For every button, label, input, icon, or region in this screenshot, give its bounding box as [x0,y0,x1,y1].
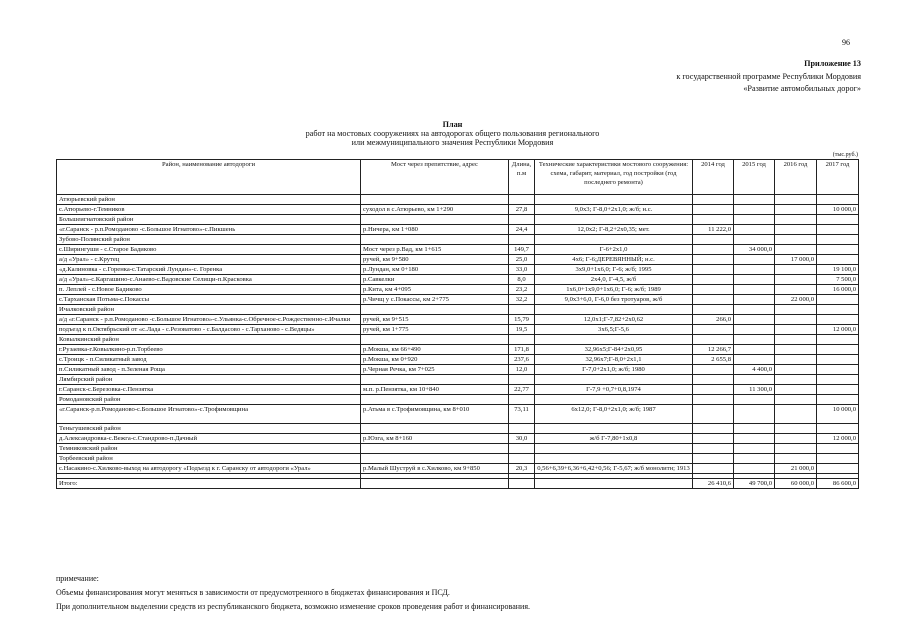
cell-specs: 1х6,0+1х9,0+1х6,0; Г-6; ж/б; 1989 [535,285,693,295]
cell-y2015 [734,225,775,235]
table-row [57,285,859,295]
table-row [57,434,859,444]
cell-y2015 [734,205,775,215]
cell-y2017: 7 500,0 [817,275,859,285]
cell-road: а/д «Урал»-с.Каргашино-с.Анаево-с.Вадовские Селищи-п.Красковка [57,275,361,285]
table-row [57,265,859,275]
cell-y2016 [775,285,817,295]
cell-bridge: р.Мокша, км 66+490 [361,345,509,355]
cell-y2017: 10 000,0 [817,205,859,215]
table-total-row [57,479,859,489]
cell-y2016 [775,225,817,235]
table-cell [509,195,535,205]
cell-length: 24,4 [509,225,535,235]
district-name: Ромодановский район [57,395,361,405]
table-cell [509,335,535,345]
cell-specs: 3х6,5;Г-5,6 [535,325,693,335]
cell-bridge: м.п. р.Пензятка, км 10+840 [361,385,509,395]
cell-bridge: р.Лундан, км 0+180 [361,265,509,275]
table-row [57,345,859,355]
table-cell [734,305,775,315]
table-cell [775,444,817,454]
cell-y2016 [775,345,817,355]
cell-y2014 [693,325,734,335]
district-name: Теньгушевский район [57,424,361,434]
table-cell [775,215,817,225]
table-district-row [57,335,859,345]
cell-specs: 32,96х7;Г-8,0+2х1,1 [535,355,693,365]
table-cell [361,195,509,205]
table-district-row [57,195,859,205]
table-cell [775,395,817,405]
cell-y2015: 34 000,0 [734,245,775,255]
table-cell [509,395,535,405]
title-main: План [442,120,463,129]
table-row [57,295,859,305]
header-2014: 2014 год [693,160,734,195]
table-cell [734,444,775,454]
table-cell [693,215,734,225]
cell-length: 8,0 [509,275,535,285]
cell-y2017: 16 000,0 [817,285,859,295]
cell-specs: 9,0х3; Г-8,0+2х1,0; ж/б; н.с. [535,205,693,215]
cell-length: 15,79 [509,315,535,325]
table-row [57,385,859,395]
table-cell [817,454,859,464]
table-header-row [57,160,859,195]
cell-y2016 [775,405,817,424]
table-cell [361,424,509,434]
cell-y2014 [693,285,734,295]
cell-y2015 [734,285,775,295]
cell-length: 22,77 [509,385,535,395]
table-cell [734,454,775,464]
table-cell [693,335,734,345]
cell-y2014 [693,205,734,215]
header-road: Район, наименование автодороги [57,160,361,195]
cell-bridge: р.Юзга, км 8+160 [361,434,509,444]
table-row [57,315,859,325]
cell-y2016 [775,315,817,325]
table-cell [693,395,734,405]
cell-bridge: ручей, км 1+775 [361,325,509,335]
table-cell [361,454,509,464]
notes-line-2: При дополнительном выделении средств из республиканского бюджета, возможно изменение сроков проведения работ и финансирования. [56,602,531,611]
cell-y2016 [775,355,817,365]
table-row [57,355,859,365]
plan-table [56,159,859,489]
table-cell [535,444,693,454]
cell-y2016: 21 000,0 [775,464,817,474]
cell-y2015 [734,275,775,285]
cell-y2017: 19 100,0 [817,265,859,275]
cell-specs: Г-6+2х1,0 [535,245,693,255]
cell-length: 33,0 [509,265,535,275]
table-cell [693,454,734,464]
table-cell [361,444,509,454]
cell-road: г.Саранск-с.Березовка-с.Пензятка [57,385,361,395]
cell-specs: Г-7,9 +0,7+0,8,1974 [535,385,693,395]
appendix-line-2: «Развитие автомобильных дорог» [743,84,861,93]
header-length: Длина, п.м [509,160,535,195]
table-cell [509,235,535,245]
cell-bridge: р.Ничера, км 1+080 [361,225,509,235]
cell-y2015 [734,315,775,325]
cell-length: 12,0 [509,365,535,375]
district-name: Темниковский район [57,444,361,454]
cell-length: 23,2 [509,285,535,295]
district-name: Лямбирский район [57,375,361,385]
table-cell [817,375,859,385]
table-cell [817,195,859,205]
table-cell [509,375,535,385]
table-cell [817,444,859,454]
cell-specs: 12,0х2; Г-8,2+2х0,35; мет. [535,225,693,235]
document-title [0,120,905,147]
cell-specs: ж/б Г-7,80+1х0,8 [535,434,693,444]
notes-heading: примечание: [56,574,99,583]
cell-specs [535,479,693,489]
cell-y2017: 12 000,0 [817,325,859,335]
table-cell [693,424,734,434]
cell-length: 171,8 [509,345,535,355]
cell-y2016 [775,245,817,255]
cell-y2014: 26 410,6 [693,479,734,489]
table-cell [734,375,775,385]
cell-bridge: ручей, км 9+515 [361,315,509,325]
table-cell [734,215,775,225]
header-2015: 2015 год [734,160,775,195]
table-cell [509,305,535,315]
table-cell [775,375,817,385]
cell-specs: 9,0х3+6,0, Г-6,0 без тротуаров, ж/б [535,295,693,305]
cell-y2017: 12 000,0 [817,434,859,444]
table-cell [775,454,817,464]
table-cell [361,335,509,345]
cell-length: 237,6 [509,355,535,365]
cell-road: «д.Калиновка - с.Горенка-с.Татарский Лундан»-с. Горенка [57,265,361,275]
cell-road: «г.Саранск - р.п.Ромоданово -с.Большое Игнатово»-с.Пикшень [57,225,361,235]
cell-y2015: 4 400,0 [734,365,775,375]
cell-road: с.Троицк - п.Силикатный завод [57,355,361,365]
cell-y2014 [693,434,734,444]
notes-line-1: Объемы финансирования могут меняться в зависимости от предусмотренного в бюджетах финансирования и ПСД. [56,588,450,597]
table-cell [817,305,859,315]
table-cell [361,235,509,245]
cell-y2015 [734,255,775,265]
cell-y2016 [775,365,817,375]
cell-y2016 [775,434,817,444]
cell-bridge: р.Савкелки [361,275,509,285]
cell-y2017: 86 600,0 [817,479,859,489]
cell-y2014 [693,265,734,275]
cell-specs: 32,96х5;Г-84+2х0,95 [535,345,693,355]
cell-y2016: 60 000,0 [775,479,817,489]
cell-y2017 [817,245,859,255]
table-cell [509,444,535,454]
cell-bridge: суходол в с.Атюрьево, км 1+290 [361,205,509,215]
table-district-row [57,395,859,405]
cell-length [509,479,535,489]
table-district-row [57,305,859,315]
cell-bridge: р.Мокша, км 0+920 [361,355,509,365]
cell-road: п.Силикатный завод - п.Зеленая Роща [57,365,361,375]
cell-road: с.Насакино-с.Хилково-выход на автодорогу «Подъезд к г. Саранску от автодороги «Урал» [57,464,361,474]
table-cell [775,235,817,245]
table-cell [734,335,775,345]
cell-length: 20,3 [509,464,535,474]
cell-road: а/д «Урал» - с.Крутец [57,255,361,265]
cell-road: «г.Саранск-р.п.Ромоданово-с.Большое Игнатово»-с.Трофимовщина [57,405,361,424]
cell-road: д.Александровка-с.Вежга-с.Стандрово-п.Дачный [57,434,361,444]
cell-road: Итого: [57,479,361,489]
table-district-row [57,444,859,454]
cell-y2017: 10 000,0 [817,405,859,424]
cell-y2015 [734,464,775,474]
table-cell [775,335,817,345]
cell-y2014: 12 266,7 [693,345,734,355]
district-name: Атюрьевский район [57,195,361,205]
cell-y2014 [693,275,734,285]
table-cell [535,335,693,345]
cell-bridge: Мост через р.Вад, км 1+615 [361,245,509,255]
district-name: Ковылкинский район [57,335,361,345]
table-cell [817,424,859,434]
table-cell [693,375,734,385]
table-district-row [57,424,859,434]
cell-length: 19,5 [509,325,535,335]
cell-road: с.Атюрьево-г.Темников [57,205,361,215]
table-district-row [57,235,859,245]
cell-specs: 2х4,0, Г-4,5, ж/б [535,275,693,285]
table-cell [535,395,693,405]
table-cell [361,395,509,405]
cell-bridge: ручей, км 9+580 [361,255,509,265]
table-cell [535,305,693,315]
table-cell [509,215,535,225]
cell-length: 30,0 [509,434,535,444]
table-cell [734,395,775,405]
table-cell [817,395,859,405]
cell-specs: 6х12,0; Г-8,0+2х1,0; ж/б; 1987 [535,405,693,424]
cell-y2016 [775,205,817,215]
cell-bridge [361,479,509,489]
table-cell [775,424,817,434]
table-row [57,365,859,375]
cell-specs: 12,0х1;Г-7,82+2х0,62 [535,315,693,325]
cell-y2014 [693,464,734,474]
table-cell [535,195,693,205]
cell-y2015 [734,355,775,365]
cell-y2016 [775,275,817,285]
appendix-label: Приложение 13 [804,59,861,68]
appendix-line-1: к государственной программе Республики Мордовия [676,71,861,81]
cell-y2014: 11 222,0 [693,225,734,235]
cell-specs: Г-7,0+2х1,0; ж/б; 1980 [535,365,693,375]
cell-y2014 [693,405,734,424]
cell-road: п. Леплей - с.Новое Бадиково [57,285,361,295]
appendix-block [676,58,861,96]
cell-y2016 [775,265,817,275]
cell-y2015 [734,345,775,355]
table-cell [693,444,734,454]
district-name: Зубово-Полянский район [57,235,361,245]
table-district-row [57,215,859,225]
table-row [57,245,859,255]
title-line-1: работ на мостовых сооружениях на автодорогах общего пользования регионального [305,129,600,138]
cell-y2014 [693,385,734,395]
cell-length: 73,11 [509,405,535,424]
table-body [57,195,859,489]
cell-y2015 [734,295,775,305]
cell-y2015 [734,405,775,424]
district-name: Торбеевский район [57,454,361,464]
cell-y2017 [817,225,859,235]
cell-y2017 [817,255,859,265]
table-row [57,405,859,424]
units-label: (тыс.руб.) [832,152,858,158]
cell-road: а/д «г.Саранск - р.п.Ромоданово -с.Большое Игнатово»-с.Ульянка-с.Обречное-с.Рождественно-с.Ичалки [57,315,361,325]
cell-road: г.Рузаевка-г.Ковылкино-р.п.Торбеево [57,345,361,355]
cell-y2015 [734,265,775,275]
header-2017: 2017 год [817,160,859,195]
table-cell [535,215,693,225]
table-cell [535,235,693,245]
table-district-row [57,375,859,385]
cell-y2017 [817,315,859,325]
cell-y2015: 49 700,0 [734,479,775,489]
table-cell [775,195,817,205]
notes-block [56,572,530,614]
cell-y2017 [817,385,859,395]
cell-y2017 [817,464,859,474]
table-cell [693,195,734,205]
cell-y2014 [693,245,734,255]
table-row [57,275,859,285]
header-bridge: Мост через препятствие, адрес [361,160,509,195]
table-district-row [57,454,859,464]
table-cell [817,235,859,245]
cell-bridge: р.Черная Речка, км 7+025 [361,365,509,375]
cell-y2014 [693,295,734,305]
cell-y2016: 17 000,0 [775,255,817,265]
cell-y2014 [693,365,734,375]
cell-bridge: р.Малый Шуструй в с.Хилково, км 9+850 [361,464,509,474]
cell-length: 27,8 [509,205,535,215]
table-cell [361,305,509,315]
header-specs: Технические характеристики мостового сооружения: схема, габарит, материал, год постройки (год последнего ремонта) [535,160,693,195]
cell-bridge: р.Кита, км 4+095 [361,285,509,295]
table-cell [361,215,509,225]
table-cell [775,305,817,315]
table-cell [817,215,859,225]
cell-road: с.Тарханская Потьма-с.Покассы [57,295,361,305]
cell-y2015 [734,325,775,335]
header-2016: 2016 год [775,160,817,195]
district-name: Ичалковский район [57,305,361,315]
table-cell [535,454,693,464]
cell-y2016 [775,325,817,335]
cell-y2017 [817,365,859,375]
cell-specs: 3х9,0+1х6,0; Г-6; ж/б; 1995 [535,265,693,275]
district-name: Большеигнатовский район [57,215,361,225]
cell-road: подъезд к п.Октябрьский от «с.Лада - с.Резоватово - с.Балдасово - с.Тарханово - с.Ведяцы» [57,325,361,335]
table-cell [361,375,509,385]
cell-y2016 [775,385,817,395]
cell-y2014: 2 655,8 [693,355,734,365]
cell-length: 32,2 [509,295,535,305]
page-number: 96 [842,38,850,47]
table-cell [734,424,775,434]
cell-specs: 4х6; Г-6;ДЕРЕВЯННЫЙ; н.с. [535,255,693,265]
cell-y2014 [693,255,734,265]
table-cell [535,424,693,434]
table-cell [509,454,535,464]
table-cell [509,424,535,434]
cell-road: с.Ширингуши - с.Старое Бадиково [57,245,361,255]
cell-length: 149,7 [509,245,535,255]
cell-y2014: 266,0 [693,315,734,325]
table-row [57,225,859,235]
cell-y2017 [817,295,859,305]
cell-y2017 [817,355,859,365]
table-cell [693,305,734,315]
table-cell [734,235,775,245]
cell-y2015: 11 300,0 [734,385,775,395]
table-cell [817,335,859,345]
cell-bridge: р.Чичщ у с.Покассы, км 2+775 [361,295,509,305]
table-cell [535,375,693,385]
cell-bridge: р.Атьма в с.Трофимовщина, км 8+010 [361,405,509,424]
table-row [57,464,859,474]
table-row [57,325,859,335]
table-row [57,205,859,215]
table-cell [693,235,734,245]
cell-specs: 0,56+6,39+6,36+6,42+0,56; Г-5,67; ж/б монолитн; 1913 [535,464,693,474]
table-row [57,255,859,265]
cell-y2017 [817,345,859,355]
table-cell [734,195,775,205]
cell-length: 25,0 [509,255,535,265]
cell-y2016: 22 000,0 [775,295,817,305]
cell-y2015 [734,434,775,444]
title-line-2: или межмуниципального значения Республики Мордовия [351,138,554,147]
